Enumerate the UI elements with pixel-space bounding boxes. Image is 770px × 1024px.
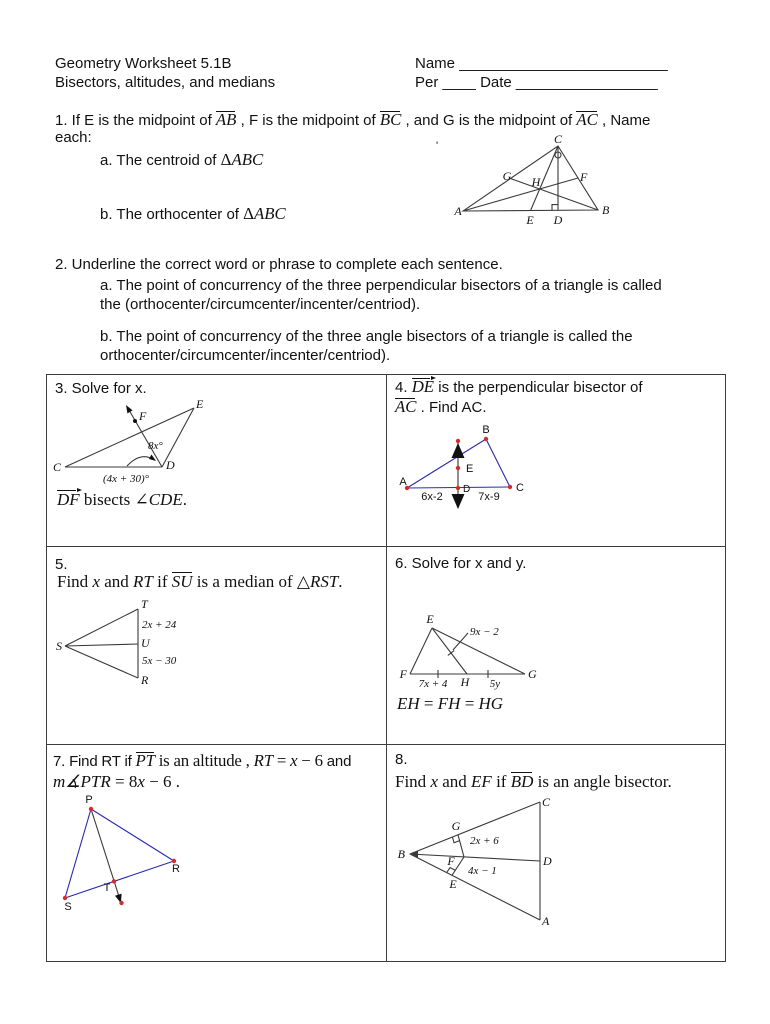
q8-diagram-labels [398, 795, 552, 928]
q5-diagram [55, 593, 235, 693]
cell-q8 [387, 745, 725, 961]
vertex-label-e: E [426, 612, 434, 626]
per-blank: ____ [442, 74, 476, 91]
dot-ray-end [119, 901, 123, 905]
median-af [463, 178, 578, 211]
q1-lines [463, 146, 598, 211]
point-label-e: E [466, 463, 474, 475]
cell-q6 [387, 547, 725, 745]
q7-point-dots [63, 807, 176, 905]
q8-diagram [395, 793, 560, 933]
point-label-f: F [447, 854, 455, 868]
q2-intro: 2. Underline the correct word or phrase to complete each sentence. [55, 256, 503, 273]
segment-ps [65, 809, 91, 898]
segment-eh [432, 628, 467, 674]
point-label-d: D [553, 213, 563, 227]
point-label-e: E [526, 213, 534, 227]
point-label-h: H [460, 675, 470, 689]
dot-ray-top [456, 439, 460, 443]
q7-title-line2: m∡PTR = 8x − 6 . [53, 772, 180, 791]
q6-diagram-labels [399, 612, 537, 690]
segment-label-7x4: 7x + 4 [418, 678, 448, 690]
vertex-label-c: C [542, 795, 551, 809]
q2-b-line2: orthocenter/circumcenter/incenter/centriod). [100, 347, 391, 364]
vertex-label-f: F [399, 667, 407, 681]
vertex-label-c: C [553, 135, 563, 146]
worksheet-subtitle: Bisectors, altitudes, and medians [55, 74, 276, 91]
ray-arrowhead [126, 405, 133, 413]
q7-diagram [55, 793, 200, 918]
segment-st [65, 609, 138, 646]
vertex-label-a: A [454, 204, 462, 218]
vertex-label-d: D [543, 854, 552, 868]
point-label-d: D [463, 484, 471, 495]
q3-caption: DF bisects ∠CDE. [57, 490, 187, 509]
vertex-label-c: C [52, 460, 61, 474]
name-label: Name [415, 55, 456, 72]
vertex-label-e: E [196, 397, 204, 411]
vertex-label-p: P [85, 794, 93, 806]
dot-c [508, 485, 512, 489]
date-label: Date [480, 74, 512, 91]
date-blank: _________________ [515, 74, 658, 91]
vertex-label-c: C [516, 482, 524, 494]
q6-lines [410, 628, 525, 678]
segment-label-5y: 5y [489, 678, 501, 690]
point-label-f: F [139, 409, 147, 423]
name-line [415, 55, 668, 74]
segment-label-6x2: 6x-2 [421, 491, 443, 503]
stray-mark: ' [436, 140, 439, 152]
q7-title-line1: 7. Find RT if PT is an altitude , RT = x − 6 and [53, 751, 352, 770]
q1-text-line2: each: [55, 129, 92, 146]
segment-ef [410, 628, 432, 674]
segment-label-7x9: 7x-9 [478, 491, 500, 503]
q5-caption: Find x and RT if SU is a median of △RST. [57, 572, 343, 591]
vertex-label-a: A [399, 476, 407, 488]
dot-p [89, 807, 93, 811]
q4-title-line2: AC . Find AC. [395, 397, 487, 416]
q1-triangle-diagram [450, 135, 615, 230]
point-label-e: E [449, 877, 457, 891]
q3-diagram [50, 395, 250, 490]
q4-title-line1: 4. DE is the perpendicular bisector of [395, 377, 643, 396]
per-label: Per [415, 74, 439, 91]
angle-label-8x: 8x° [148, 440, 163, 452]
vertex-label-b: B [482, 425, 490, 436]
vertex-label-g: G [528, 667, 537, 681]
dot-e [456, 466, 460, 470]
dot-s [63, 896, 67, 900]
q1-text-line1: 1. If E is the midpoint of AB , F is the midpoint of BC , and G is the midpoint of AC , Name [55, 110, 651, 129]
q1-item-a: a. The centroid of ΔABC [100, 150, 264, 169]
q2-a-line1: a. The point of concurrency of the three perpendicular bisectors of a triangle is called [100, 277, 662, 294]
q8-lines [410, 802, 540, 920]
q5-number: 5. [55, 556, 68, 573]
per-date-line [415, 74, 658, 93]
segment-label-5x30: 5x − 30 [142, 655, 177, 667]
problems-table [46, 374, 726, 962]
vertex-label-s: S [64, 901, 72, 913]
segment-bd [410, 854, 540, 861]
vertex-label-b: B [397, 847, 405, 861]
segment-ab [407, 439, 486, 488]
dot-b [484, 437, 488, 441]
vertex-b-arrow [409, 851, 418, 858]
point-label-g: G [451, 819, 461, 833]
down-arrowhead [452, 494, 465, 509]
q8-caption: Find x and EF if BD is an angle bisector. [395, 772, 672, 791]
q2-b-line1: b. The point of concurrency of the three angle bisectors of a triangle is called the [100, 328, 633, 345]
segment-label-2x6: 2x + 6 [470, 835, 499, 847]
leader-line [453, 633, 468, 650]
q2-a-line2: the (orthocenter/circumcenter/incenter/centriod). [100, 296, 421, 313]
q4-diagram-labels [399, 425, 524, 503]
leader-label-9x2: 9x − 2 [470, 626, 499, 638]
segment-ba [410, 854, 540, 920]
angle-label-4x30: (4x + 30)° [103, 473, 150, 485]
up-arrowhead [452, 443, 465, 458]
dot-t [112, 879, 116, 883]
right-angle-mark [552, 205, 558, 211]
q1-diagram-labels [453, 135, 610, 227]
cell-q7 [47, 745, 387, 961]
q1-item-b: b. The orthocenter of ΔABC [100, 204, 286, 223]
segment-sr [65, 646, 138, 678]
q6-caption: EH = FH = HG [397, 694, 504, 713]
vertex-label-a: A [542, 914, 550, 928]
point-f-dot [133, 419, 137, 423]
dot-d [456, 486, 460, 490]
q6-title: 6. Solve for x and y. [395, 555, 527, 572]
tick-eh [448, 651, 454, 656]
cell-q3 [47, 375, 387, 547]
vertex-label-r: R [172, 863, 180, 875]
point-label-h: H [531, 175, 541, 189]
vertex-label-t: T [141, 597, 148, 611]
q3-title: 3. Solve for x. [55, 380, 147, 397]
segment-pr [91, 809, 174, 861]
q5-diagram-labels [56, 597, 177, 687]
worksheet-title-line1: Geometry Worksheet 5.1B [55, 55, 232, 72]
point-label-f: F [580, 170, 588, 184]
q6-diagram [395, 609, 545, 693]
segment-bc [486, 439, 510, 487]
segment-label-2x24: 2x + 24 [142, 619, 177, 631]
q4-diagram [395, 425, 560, 520]
q8-number: 8. [395, 751, 408, 768]
vertex-label-s: S [56, 639, 62, 653]
name-blank: _________________________ [459, 55, 668, 72]
segment-gf [458, 835, 464, 857]
point-label-t: T [103, 882, 111, 894]
segment-su [65, 644, 138, 646]
vertex-label-r: R [141, 673, 149, 687]
q5-lines [65, 609, 138, 678]
vertex-label-d: D [166, 458, 175, 472]
vertex-label-b: B [602, 203, 610, 217]
segment-sr [65, 861, 174, 898]
cell-q4 [387, 375, 725, 547]
point-label-g: G [502, 169, 512, 183]
segment-label-4x1: 4x − 1 [468, 865, 497, 877]
point-label-u: U [141, 636, 150, 650]
q7-triangle-lines [65, 809, 174, 898]
cell-q5 [47, 547, 387, 745]
angle-arc [127, 457, 153, 466]
